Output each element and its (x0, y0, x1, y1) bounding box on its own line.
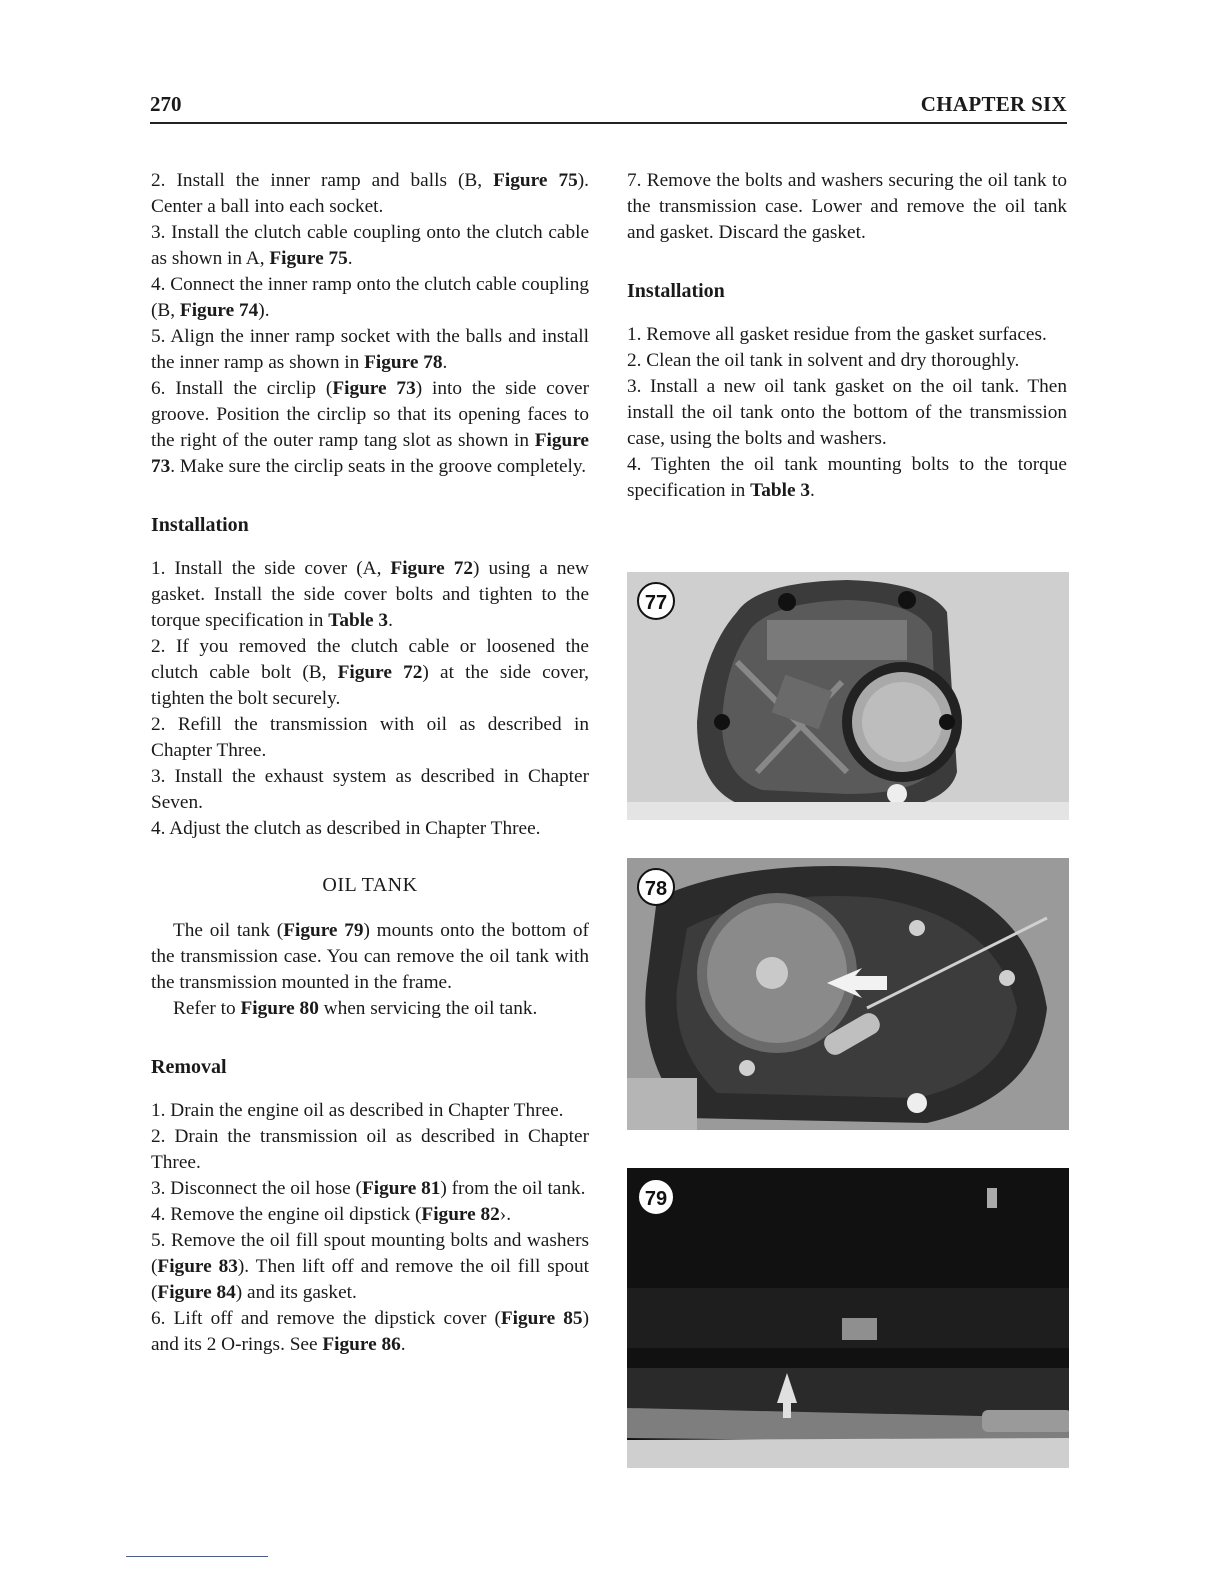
step-paragraph: 4. Remove the engine oil dipstick (Figure 82›. (151, 1204, 512, 1225)
figure-ref[interactable]: Figure 85 (500, 1308, 583, 1329)
step-paragraph: 3. Disconnect the oil hose (Figure 81) from the oil tank. (151, 1178, 586, 1199)
step-paragraph: 3. Install a new oil tank gasket on the oil tank. Then install the oil tank onto the bottom of the transmission case, using the bolts and washers. (627, 376, 1067, 449)
figure-number-badge: 78 (637, 868, 675, 906)
figure-77-photo (627, 572, 1069, 820)
step-paragraph: 4. Tighten the oil tank mounting bolts to the torque specification in Table 3. (627, 454, 1067, 501)
figure-ref[interactable]: Figure 80 (240, 998, 319, 1019)
chapter-title: CHAPTER SIX (920, 92, 1067, 116)
right-column (627, 168, 1067, 504)
step-paragraph: 4. Adjust the clutch as described in Chapter Three. (151, 818, 541, 839)
figure-ref[interactable]: Figure 73 (151, 430, 589, 477)
step-paragraph: 7. Remove the bolts and washers securing the oil tank to the transmission case. Lower and remove the oil tank and gasket. Discard the gasket. (627, 170, 1067, 243)
step-paragraph: 6. Install the circlip (Figure 73) into the side cover groove. Position the circlip so that its opening faces to the right of the outer ramp tang slot as shown in Figure 73. Make sure the circlip seats in the groove completely. (151, 378, 589, 477)
step-paragraph: 2. If you removed the clutch cable or loosened the clutch cable bolt (B, Figure 72) at the side cover, tighten the bolt securely. (151, 636, 589, 709)
figure-ref[interactable]: Figure 86 (322, 1334, 401, 1355)
figure-ref[interactable]: Figure 75 (493, 170, 578, 191)
oil-tank-heading: OIL TANK (322, 874, 418, 896)
step-paragraph: 3. Install the clutch cable coupling onto the clutch cable as shown in A, Figure 75. (151, 222, 589, 269)
inner-ramp-photo (627, 858, 1069, 1130)
figure-ref[interactable]: Figure 82 (421, 1204, 500, 1225)
figure-ref[interactable]: Figure 81 (361, 1178, 441, 1199)
step-paragraph: 5. Remove the oil fill spout mounting bolts and washers (Figure 83). Then lift off and remove the oil fill spout (Figure 84) and its gasket. (151, 1230, 589, 1303)
figure-ref[interactable]: Figure 73 (332, 378, 416, 399)
step-paragraph: 1. Drain the engine oil as described in Chapter Three. (151, 1100, 564, 1121)
left-column (151, 168, 589, 1358)
body-paragraph: Refer to Figure 80 when servicing the oil tank. (173, 998, 538, 1019)
step-paragraph: 4. Connect the inner ramp onto the clutch cable coupling (B, Figure 74). (151, 274, 589, 321)
figure-79-photo (627, 1168, 1069, 1468)
body-paragraph: The oil tank (Figure 79) mounts onto the bottom of the transmission case. You can remove the oil tank with the transmission mounted in the frame. (151, 920, 589, 993)
step-paragraph: 6. Lift off and remove the dipstick cover (Figure 85) and its 2 O-rings. See Figure 86. (151, 1308, 589, 1355)
figure-number-badge: 77 (637, 582, 675, 620)
oil-tank-photo (627, 1168, 1069, 1468)
footer-rule (126, 1556, 268, 1557)
side-cover-photo (627, 572, 1069, 820)
figure-ref[interactable]: Figure 79 (283, 920, 364, 941)
step-paragraph: 3. Install the exhaust system as described in Chapter Seven. (151, 766, 589, 813)
page-header (150, 92, 1067, 124)
page-number: 270 (150, 92, 182, 116)
figure-ref[interactable]: Figure 83 (157, 1256, 238, 1277)
table-ref[interactable]: Table 3 (750, 480, 810, 501)
figure-ref[interactable]: Figure 72 (390, 558, 473, 579)
step-paragraph: 2. Drain the transmission oil as described in Chapter Three. (151, 1126, 589, 1173)
figure-ref[interactable]: Figure 72 (337, 662, 423, 683)
installation-heading: Installation (151, 514, 249, 536)
step-paragraph: 1. Remove all gasket residue from the gasket surfaces. (627, 324, 1047, 345)
figure-ref[interactable]: Figure 75 (269, 248, 348, 269)
figure-78-photo (627, 858, 1069, 1130)
removal-heading: Removal (151, 1056, 227, 1078)
step-paragraph: 2. Clean the oil tank in solvent and dry thoroughly. (627, 350, 1020, 371)
figure-ref[interactable]: Figure 84 (157, 1282, 236, 1303)
figure-ref[interactable]: Figure 74 (179, 300, 259, 321)
step-paragraph: 1. Install the side cover (A, Figure 72) using a new gasket. Install the side cover bolts and tighten to the torque specification in Table 3. (151, 558, 589, 631)
figure-number-badge: 79 (637, 1178, 675, 1216)
step-paragraph: 2. Refill the transmission with oil as described in Chapter Three. (151, 714, 589, 761)
figure-ref[interactable]: Figure 78 (364, 352, 443, 373)
installation-heading: Installation (627, 280, 725, 302)
step-paragraph: 2. Install the inner ramp and balls (B, Figure 75). Center a ball into each socket. (151, 170, 589, 217)
step-paragraph: 5. Align the inner ramp socket with the balls and install the inner ramp as shown in Figure 78. (151, 326, 589, 373)
table-ref[interactable]: Table 3 (328, 610, 389, 631)
